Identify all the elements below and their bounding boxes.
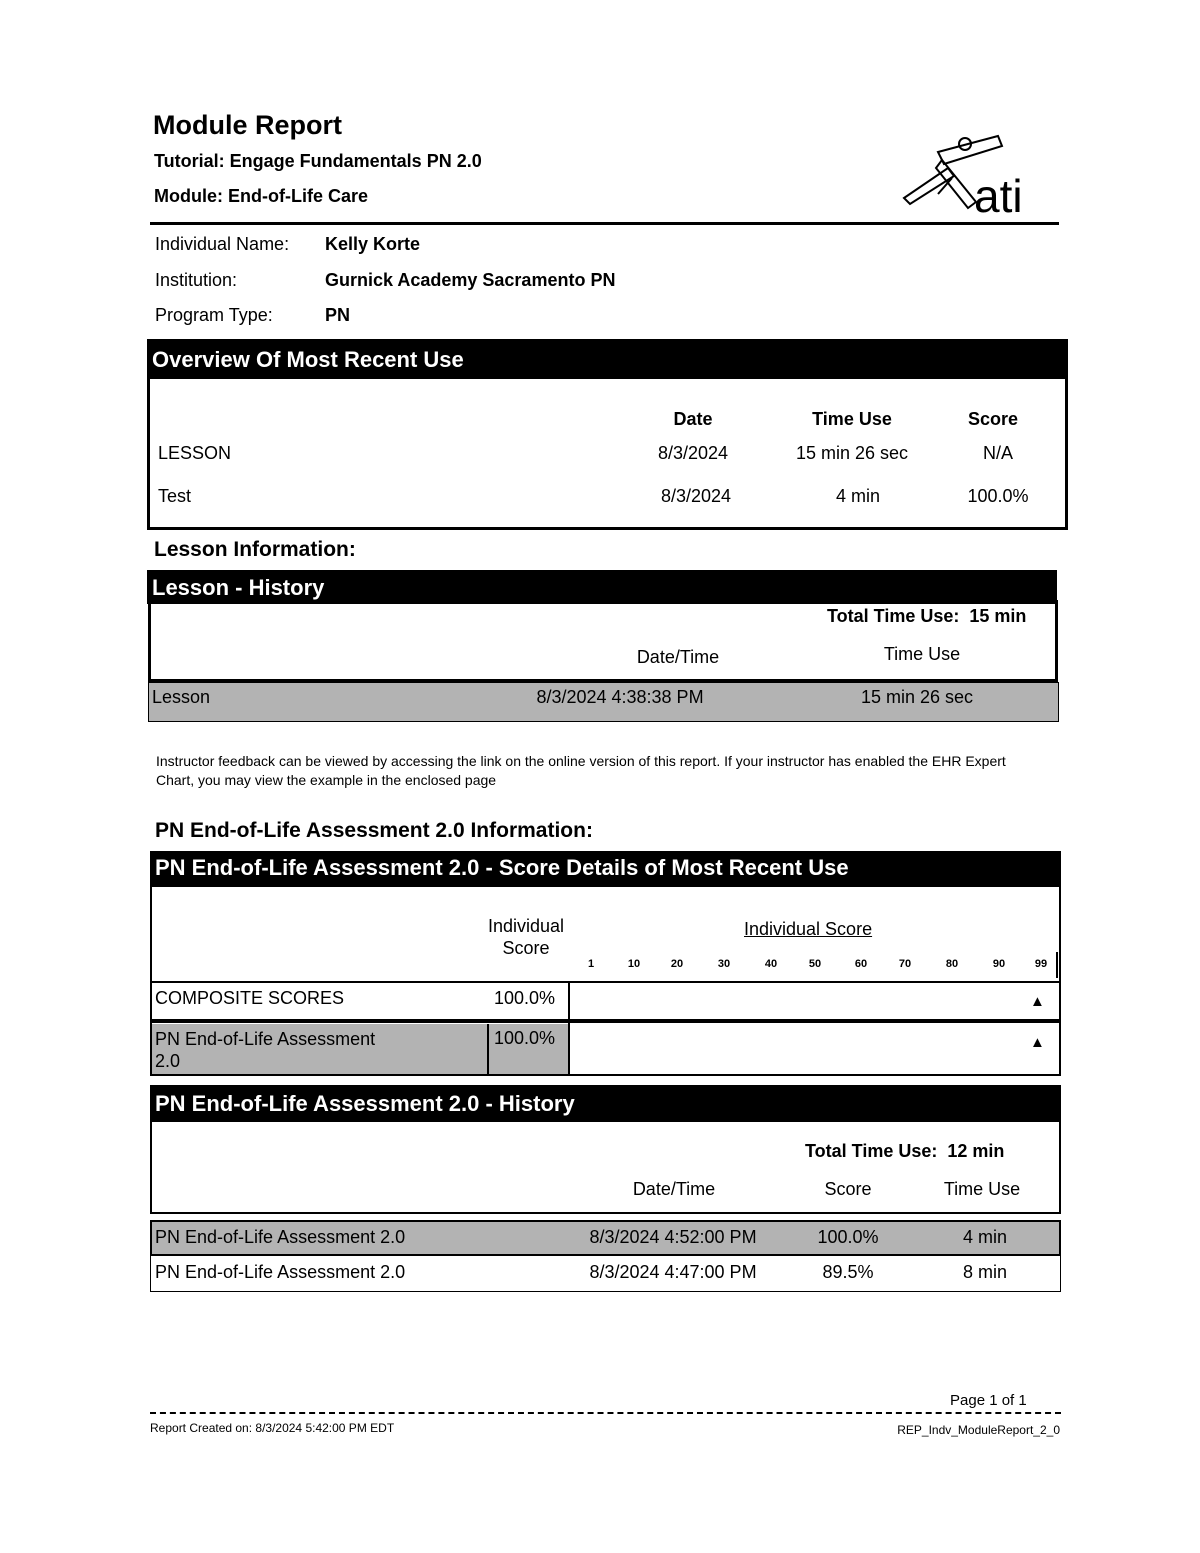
assessment-score-marker: ▲ xyxy=(1030,1034,1045,1051)
scale-tick: 50 xyxy=(808,958,822,970)
scale-tick: 90 xyxy=(992,958,1006,970)
scale-tick: 80 xyxy=(945,958,959,970)
composite-score-marker: ▲ xyxy=(1030,993,1045,1010)
composite-row-score: 100.0% xyxy=(494,988,556,1008)
tutorial-name: Tutorial: Engage Fundamentals PN 2.0 xyxy=(154,151,482,171)
lesson-time-header: Time Use xyxy=(883,644,961,664)
assessment-total-label: Total Time Use: xyxy=(805,1141,938,1161)
assessment-row-score: 100.0% xyxy=(494,1028,556,1048)
score-details-bar: PN End-of-Life Assessment 2.0 - Score Details of Most Recent Use xyxy=(150,851,1061,887)
composite-row-divider xyxy=(568,983,570,1019)
overview-row-date: 8/3/2024 xyxy=(660,486,732,506)
history-row-label: PN End-of-Life Assessment 2.0 xyxy=(155,1262,406,1282)
individual-score-header xyxy=(470,915,582,959)
scale-tick: 99 xyxy=(1034,958,1048,970)
scale-tick: 40 xyxy=(764,958,778,970)
name-value: Kelly Korte xyxy=(325,234,421,254)
lesson-total-value: 15 min xyxy=(969,606,1027,626)
history-score-header: Score xyxy=(824,1179,872,1199)
assessment-row-label-line2: 2.0 xyxy=(155,1051,181,1071)
report-created: Report Created on: 8/3/2024 5:42:00 PM EDT xyxy=(150,1421,395,1435)
overview-row-score: N/A xyxy=(982,443,1013,463)
lesson-datetime-header: Date/Time xyxy=(636,647,720,667)
header-rule xyxy=(150,222,1059,225)
overview-row-score: 100.0% xyxy=(967,486,1029,506)
overview-row-date: 8/3/2024 xyxy=(657,443,729,463)
assessment-total-value: 12 min xyxy=(947,1141,1005,1161)
history-row-time: 8 min xyxy=(962,1262,1007,1282)
page-number: Page 1 of 1 xyxy=(950,1392,1027,1409)
history-row-label: PN End-of-Life Assessment 2.0 xyxy=(155,1227,406,1247)
ati-logo xyxy=(898,132,1046,220)
individual-score-header-line1: Individual xyxy=(487,916,565,936)
assessment-row-label-line1: PN End-of-Life Assessment xyxy=(155,1029,376,1049)
scale-end-marker xyxy=(1056,952,1058,978)
report-title: Module Report xyxy=(153,110,342,140)
name-label: Individual Name: xyxy=(155,234,290,254)
institution-value: Gurnick Academy Sacramento PN xyxy=(325,270,616,290)
scale-tick: 20 xyxy=(670,958,684,970)
scale-tick: 30 xyxy=(717,958,731,970)
program-label: Program Type: xyxy=(155,305,273,325)
history-row-time: 4 min xyxy=(962,1227,1007,1247)
overview-title-bar: Overview Of Most Recent Use xyxy=(147,339,1068,379)
history-row-datetime: 8/3/2024 4:47:00 PM xyxy=(589,1262,757,1282)
scale-tick: 60 xyxy=(854,958,868,970)
lesson-history-bar: Lesson - History xyxy=(147,570,1057,604)
module-name: Module: End-of-Life Care xyxy=(154,186,368,206)
scale-tick: 10 xyxy=(627,958,641,970)
instructor-feedback-note: Instructor feedback can be viewed by accessing the link on the online version of this report. If your instructor has enabled the EHR Expert Chart, you may view the example in the enclosed page xyxy=(156,753,1006,788)
overview-score-header: Score xyxy=(967,409,1019,429)
program-value: PN xyxy=(325,305,351,325)
report-code: REP_Indv_ModuleReport_2_0 xyxy=(897,1423,1060,1437)
overview-date-header: Date xyxy=(673,409,713,429)
scale-tick: 70 xyxy=(898,958,912,970)
overview-row-time: 4 min xyxy=(835,486,880,506)
lesson-total-time xyxy=(827,606,1026,627)
scale-tick: 1 xyxy=(587,958,595,970)
lesson-row-label: Lesson xyxy=(152,687,211,707)
overview-row-label: Test xyxy=(158,486,192,506)
composite-row-label: COMPOSITE SCORES xyxy=(155,988,345,1008)
footer-rule xyxy=(150,1412,1061,1414)
ati-logo-text: ati xyxy=(974,170,1023,220)
history-row-score: 100.0% xyxy=(817,1227,879,1247)
overview-row-label: LESSON xyxy=(158,443,232,463)
overview-time-header: Time Use xyxy=(812,409,892,429)
history-time-header: Time Use xyxy=(943,1179,1021,1199)
history-row-datetime: 8/3/2024 4:52:00 PM xyxy=(589,1227,757,1247)
assessment-row-label xyxy=(155,1028,375,1072)
lesson-row-datetime: 8/3/2024 4:38:38 PM xyxy=(536,687,704,707)
overview-row-time: 15 min 26 sec xyxy=(795,443,909,463)
lesson-section-heading: Lesson Information: xyxy=(154,538,356,561)
scale-title: Individual Score xyxy=(744,919,873,939)
individual-score-header-line2: Score xyxy=(502,938,550,958)
ati-logo-graphic xyxy=(898,132,1046,220)
assessment-total-time xyxy=(805,1141,1004,1162)
history-row-score: 89.5% xyxy=(822,1262,874,1282)
assessment-row-divider xyxy=(568,1023,570,1075)
lesson-row-time: 15 min 26 sec xyxy=(860,687,974,707)
lesson-total-label: Total Time Use: xyxy=(827,606,960,626)
history-datetime-header: Date/Time xyxy=(632,1179,716,1199)
assessment-history-bar: PN End-of-Life Assessment 2.0 - History xyxy=(150,1085,1061,1122)
institution-label: Institution: xyxy=(155,270,238,290)
assessment-section-heading: PN End-of-Life Assessment 2.0 Information: xyxy=(155,819,593,842)
